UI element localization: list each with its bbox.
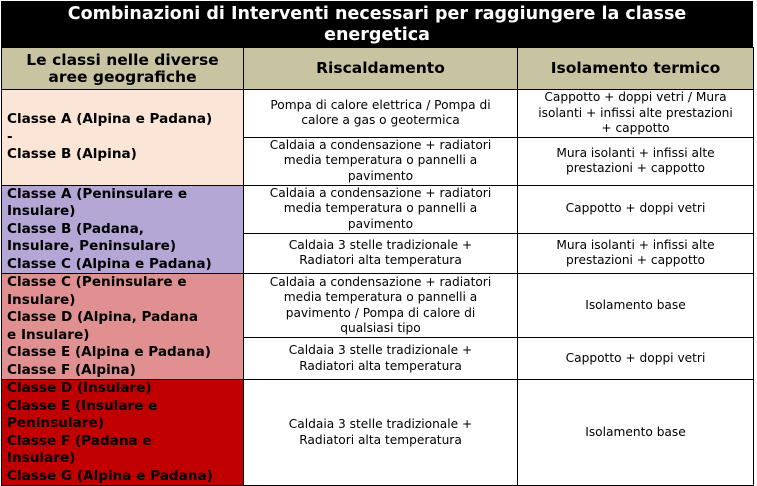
energy-class-cell — [2, 380, 244, 486]
header-classes-line: Le classi nelle diverse — [26, 50, 219, 69]
energy-class-label: Peninsulare) — [7, 415, 104, 431]
heating-text: Caldaia a condensazione + radiatori — [269, 185, 492, 200]
heating-text: Pompa di calore elettrica / Pompa di — [270, 97, 491, 112]
heating-text: Radiatori alta temperatura — [299, 253, 462, 268]
heating-cell — [244, 233, 518, 273]
insulation-text: isolanti + infissi alte prestazioni — [538, 105, 733, 120]
table-row — [2, 380, 754, 486]
insulation-text: prestazioni + cappotto — [566, 253, 705, 268]
heating-cell — [244, 90, 518, 138]
energy-class-label: - — [7, 128, 13, 145]
energy-class-label: Classe A (Peninsulare e — [7, 185, 188, 202]
insulation-text: prestazioni + cappotto — [566, 161, 705, 175]
energy-class-label: Insulare) — [7, 450, 76, 466]
heating-cell — [244, 274, 518, 338]
insulation-cell — [518, 233, 754, 273]
energy-class-label: Classe E (Insulare e — [7, 397, 158, 414]
heating-text: Caldaia 3 stelle tradizionale + — [288, 237, 473, 252]
header-heating: Riscaldamento — [244, 48, 518, 90]
energy-class-label: Insulare) — [7, 203, 76, 219]
insulation-text: Isolamento base — [585, 424, 686, 439]
header-classes-line: aree geografiche — [48, 67, 197, 86]
heating-text: media temperatura o pannelli a — [283, 290, 478, 304]
energy-class-cell — [2, 185, 244, 274]
energy-class-label: Classe B (Alpina) — [7, 146, 137, 162]
heating-text: pavimento / Pompa di calore di — [285, 305, 476, 320]
table-title — [1, 1, 753, 47]
heating-text: qualsiasi tipo — [340, 321, 421, 335]
table-row — [2, 185, 754, 233]
heating-text: Caldaia 3 stelle tradizionale + — [288, 417, 473, 431]
heating-cell — [244, 380, 518, 486]
energy-class-label: Classe B (Padana, — [7, 220, 144, 237]
heating-text: pavimento — [347, 216, 414, 231]
title-line: energetica — [324, 25, 430, 45]
title-line: Combinazioni di Interventi necessari per raggiungere la classe — [67, 4, 687, 24]
heating-text: Radiatori alta temperatura — [299, 432, 462, 447]
insulation-cell — [518, 90, 754, 138]
insulation-text: Cappotto + doppi vetri — [565, 201, 706, 216]
insulation-text: Mura isolanti + infissi alte — [556, 145, 715, 160]
header-row — [2, 48, 754, 90]
heating-cell — [244, 137, 518, 185]
header-classes — [2, 48, 244, 90]
heating-text: Caldaia 3 stelle tradizionale + — [288, 343, 473, 357]
energy-class-label: Classe D (Insulare) — [7, 380, 152, 396]
insulation-text: Isolamento base — [585, 297, 686, 312]
energy-class-label: Classe F (Alpina) — [7, 361, 136, 378]
heating-text: media temperatura o pannelli a — [283, 153, 478, 168]
table-body — [2, 90, 754, 486]
energy-class-cell — [2, 90, 244, 186]
insulation-text: Cappotto + doppi vetri — [565, 350, 706, 365]
heating-cell — [244, 338, 518, 380]
table-row — [2, 274, 754, 338]
energy-class-label: Classe A (Alpina e Padana) — [7, 111, 213, 127]
insulation-cell — [518, 137, 754, 185]
energy-class-label: e Insulare) — [7, 326, 90, 343]
table-row — [2, 90, 754, 138]
heating-text: calore a gas o geotermica — [301, 113, 460, 128]
heating-text: Radiatori alta temperatura — [299, 358, 462, 373]
energy-class-label: Classe F (Padana e — [7, 432, 152, 449]
insulation-cell — [518, 274, 754, 338]
insulation-text: + cappotto — [601, 121, 670, 135]
heating-text: media temperatura o pannelli a — [283, 201, 478, 216]
heating-cell — [244, 185, 518, 233]
header-insulation: Isolamento termico — [518, 48, 754, 90]
insulation-cell — [518, 338, 754, 380]
heating-text: Caldaia a condensazione + radiatori — [269, 137, 492, 152]
energy-class-label: Classe E (Alpina e Padana) — [7, 344, 212, 360]
energy-class-cell — [2, 274, 244, 380]
interventions-table — [1, 47, 754, 486]
energy-class-label: Insulare, Peninsulare) — [7, 238, 177, 254]
energy-class-label: Classe C (Peninsulare e — [7, 274, 187, 290]
insulation-text: Cappotto + doppi vetri / Mura — [544, 90, 727, 104]
insulation-text: Mura isolanti + infissi alte — [556, 237, 715, 252]
energy-class-label: Classe C (Alpina e Padana) — [7, 255, 212, 272]
insulation-cell — [518, 185, 754, 233]
heating-text: Caldaia a condensazione + radiatori — [269, 274, 492, 289]
insulation-cell — [518, 380, 754, 486]
heating-text: pavimento — [347, 168, 414, 183]
energy-class-label: Classe D (Alpina, Padana — [7, 309, 199, 325]
energy-class-label: Classe G (Alpina e Padana) — [7, 467, 213, 484]
energy-class-label: Insulare) — [7, 291, 76, 308]
